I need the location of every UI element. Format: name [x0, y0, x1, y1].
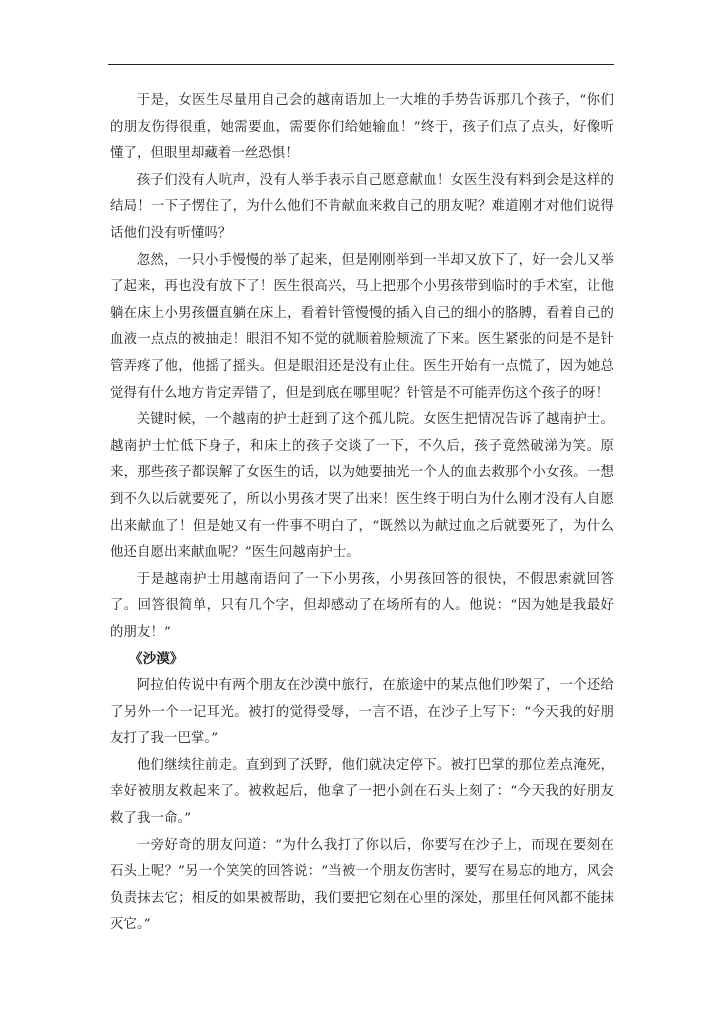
paragraph-5: 于是越南护士用越南语问了一下小男孩，小男孩回答的很快，不假思索就回答了。回答很简单，只有几个字，但却感动了在场所有的人。他说：“因为她是我最好的朋友！”: [110, 571, 614, 640]
paragraph-1: 于是，女医生尽量用自己会的越南语加上一大堆的手势告诉那几个孩子，“你们的朋友伤得很重，她需要血，需要你们给她输血！”终于，孩子们点了点头，好像听懂了，但眼里却藏着一丝恐惧！: [110, 93, 614, 162]
paragraph-4: 关键时候，一个越南的护士赶到了这个孤儿院。女医生把情况告诉了越南护士。越南护士忙低下身子，和床上的孩子交谈了一下，不久后，孩子竟然破涕为笑。原来，那些孩子都误解了女医生的话，以为她要抽光一个人的血去救那个小女孩。一想到不久以后就要死了，所以小男孩才哭了出来！医生终于明白为什么刚才没有人自愿出来献血了！但是她又有一件事不明白了，“既然以为献过血之后就要死了，为什么他还自愿出来献血呢？”医生问越南护士。: [110, 412, 614, 561]
paragraph-6: 阿拉伯传说中有两个朋友在沙漠中旅行，在旅途中的某点他们吵架了，一个还给了另外一个一记耳光。被打的觉得受辱，一言不语，在沙子上写下：“今天我的好朋友打了我一巴掌。”: [110, 678, 614, 747]
header-rule: [108, 64, 614, 65]
paragraph-8: 一旁好奇的朋友问道：“为什么我打了你以后，你要写在沙子上，而现在要刻在石头上呢？”另一个笑笑的回答说：“当被一个朋友伤害时，要写在易忘的地方，风会负责抹去它；相反的如果被帮助，我们要把它刻在心里的深处，那里任何风都不能抹灭它。”: [110, 837, 614, 933]
paragraph-3: 忽然，一只小手慢慢的举了起来，但是刚刚举到一半却又放下了，好一会儿又举了起来，再也没有放下了！医生很高兴，马上把那个小男孩带到临时的手术室，让他躺在床上小男孩僵直躺在床上，看着针管慢慢的插入自己的细小的胳膊，看着自己的血液一点点的被抽走！眼泪不知不觉的就顺着脸颊流了下来。医生紧张的问是不是针管弄疼了他，他摇了摇头。但是眼泪还是没有止住。医生开始有一点慌了，因为她总觉得有什么地方肯定弄错了，但是到底在哪里呢？针管是不可能弄伤这个孩子的呀！: [110, 252, 614, 401]
paragraph-2: 孩子们没有人吭声，没有人举手表示自己愿意献血！女医生没有料到会是这样的结局！一下子愣住了，为什么他们不肯献血来救自己的朋友呢？难道刚才对他们说得话他们没有听懂吗？: [110, 172, 614, 241]
document-body: [110, 88, 614, 939]
section-title: 《沙漠》: [129, 651, 184, 668]
paragraph-7: 他们继续往前走。直到到了沃野，他们就决定停下。被打巴掌的那位差点淹死，幸好被朋友救起来了。被救起后，他拿了一把小剑在石头上刻了：“今天我的好朋友救了我一命。”: [110, 757, 614, 827]
